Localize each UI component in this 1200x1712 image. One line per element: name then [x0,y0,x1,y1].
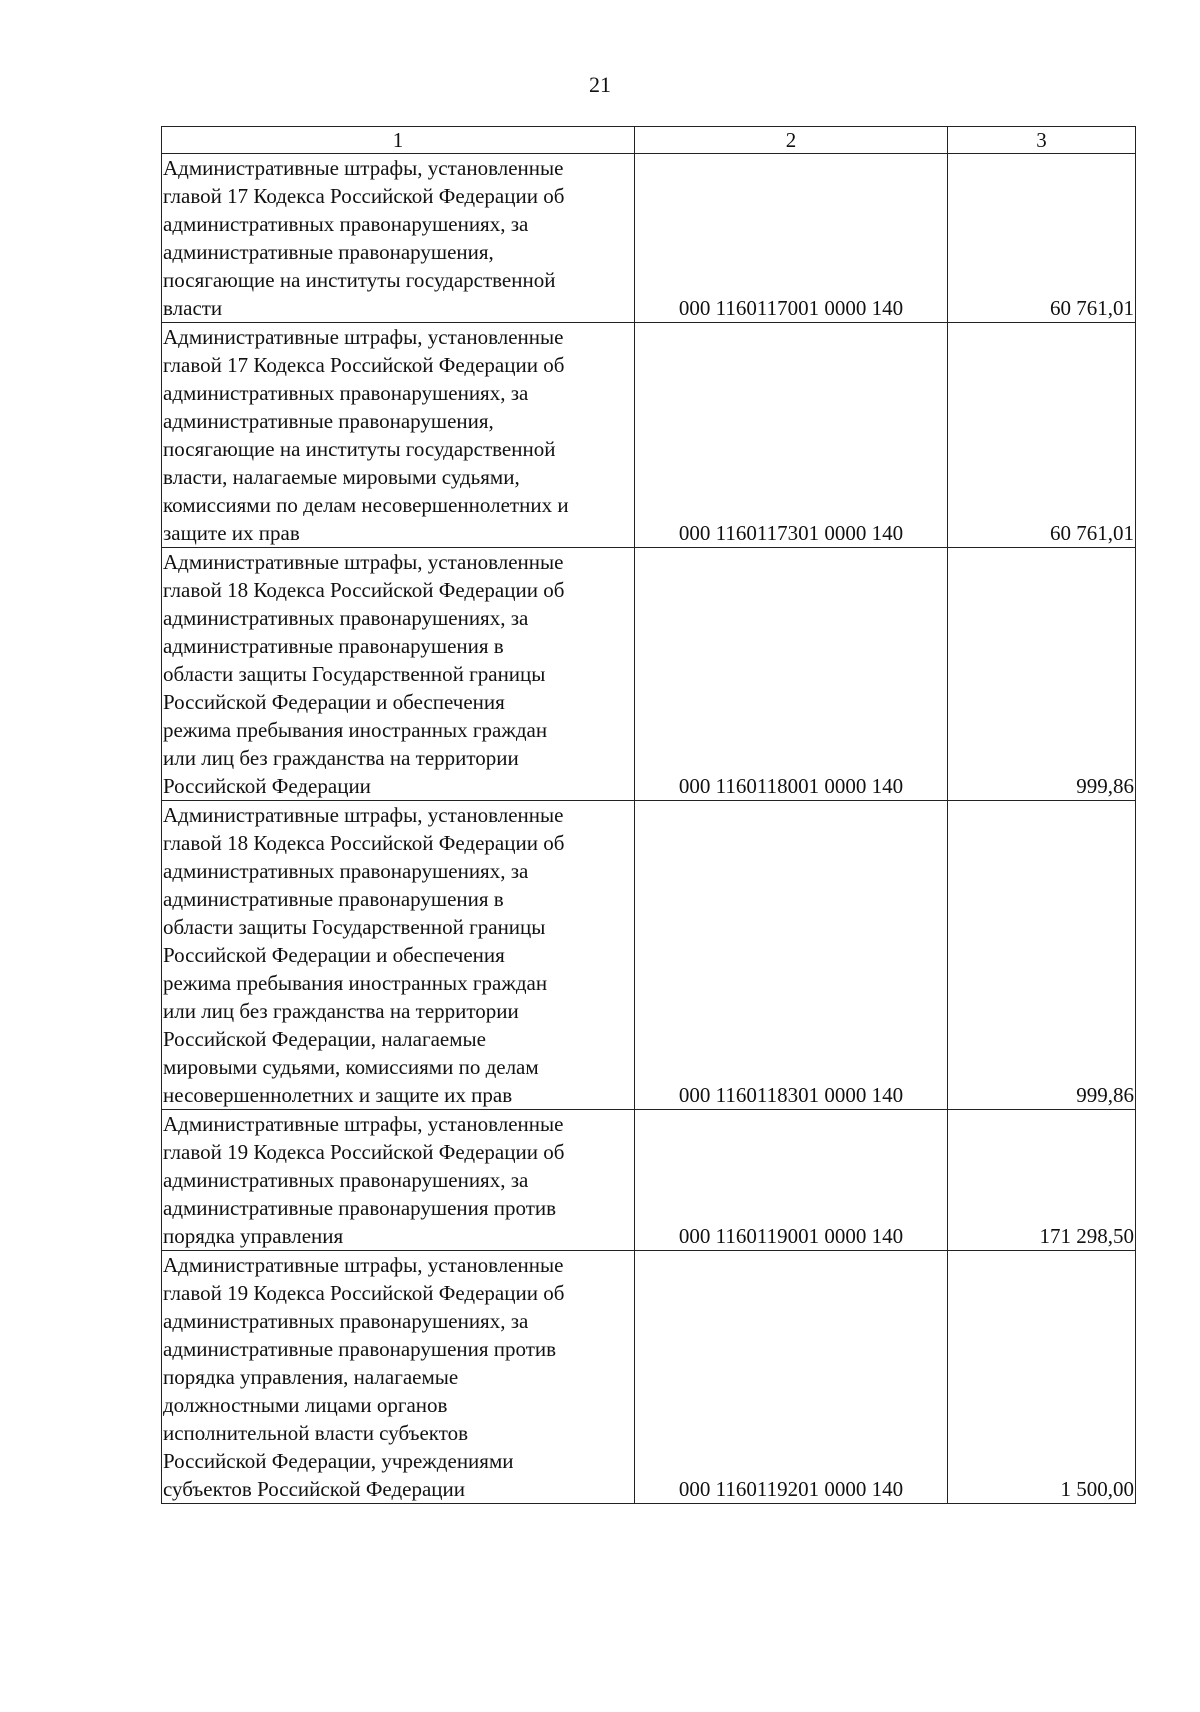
page-number: 21 [589,72,611,97]
row-budget-code: 000 1160118001 0000 140 [635,548,948,801]
row-description: Административные штрафы, установленные главой 18 Кодекса Российской Федерации об административных правонарушениях, за административные правонарушения в области защиты Государственной границы Российской Федерации и обеспечения режима пребывания иностранных граждан или лиц без гражданства на территории Российской Федерации, налагаемые мировыми судьями, комиссиями по делам несовершеннолетних и защите их прав [162,801,635,1110]
row-amount: 171 298,50 [948,1110,1136,1251]
table-row [162,323,1136,548]
column-header-3: 3 [948,127,1136,154]
column-header-2: 2 [635,127,948,154]
row-description: Административные штрафы, установленные главой 17 Кодекса Российской Федерации об административных правонарушениях, за административные правонарушения, посягающие на институты государственной власти, налагаемые мировыми судьями, комиссиями по делам несовершеннолетних и защите их прав [162,323,635,548]
row-budget-code: 000 1160117301 0000 140 [635,323,948,548]
column-header-1: 1 [162,127,635,154]
row-amount: 60 761,01 [948,323,1136,548]
row-budget-code: 000 1160119001 0000 140 [635,1110,948,1251]
row-description: Административные штрафы, установленные главой 17 Кодекса Российской Федерации об административных правонарушениях, за административные правонарушения, посягающие на институты государственной власти [162,154,635,323]
row-amount: 60 761,01 [948,154,1136,323]
row-budget-code: 000 1160117001 0000 140 [635,154,948,323]
table-header-row [162,127,1136,154]
table-row [162,1110,1136,1251]
revenue-table [161,126,1136,1504]
row-description: Административные штрафы, установленные главой 18 Кодекса Российской Федерации об административных правонарушениях, за административные правонарушения в области защиты Государственной границы Российской Федерации и обеспечения режима пребывания иностранных граждан или лиц без гражданства на территории Российской Федерации [162,548,635,801]
row-amount: 1 500,00 [948,1251,1136,1504]
table-row [162,801,1136,1110]
row-amount: 999,86 [948,548,1136,801]
table-row [162,1251,1136,1504]
row-budget-code: 000 1160118301 0000 140 [635,801,948,1110]
table-row [162,154,1136,323]
row-description: Административные штрафы, установленные главой 19 Кодекса Российской Федерации об административных правонарушениях, за административные правонарушения против порядка управления, налагаемые должностными лицами органов исполнительной власти субъектов Российской Федерации, учреждениями субъектов Российской Федерации [162,1251,635,1504]
row-budget-code: 000 1160119201 0000 140 [635,1251,948,1504]
table-row [162,548,1136,801]
row-description: Административные штрафы, установленные главой 19 Кодекса Российской Федерации об административных правонарушениях, за административные правонарушения против порядка управления [162,1110,635,1251]
row-amount: 999,86 [948,801,1136,1110]
